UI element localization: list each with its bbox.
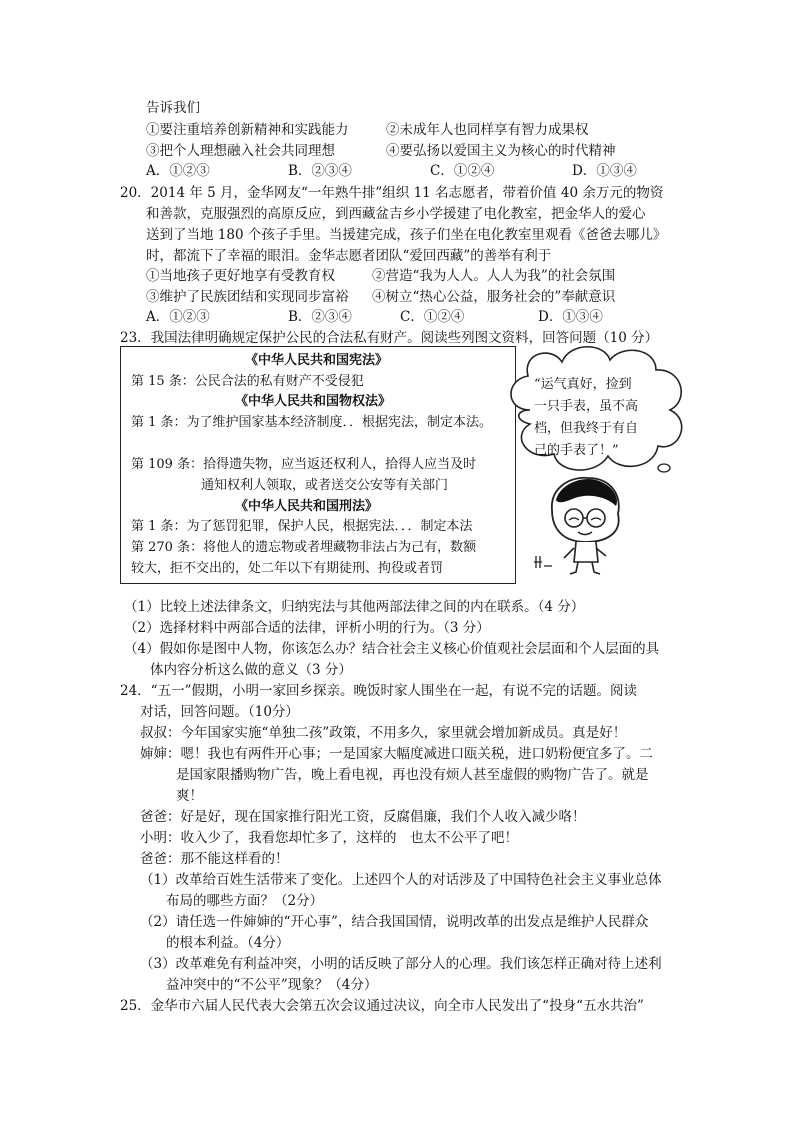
criminal-law-title: 《中华人民共和国刑法》: [235, 499, 379, 514]
property-law-title: 《中华人民共和国物权法》: [235, 394, 392, 409]
criminal-law-article-270-cont: 较大，拒不交出的，处二年以下有期徒刑、拘役或者罚: [131, 561, 444, 576]
q24-question-2: （2）请任选一件婶婶的“开心事”，结合我国国情，说明改革的出发点是维护人民群众: [140, 914, 649, 930]
q24-question-1: （1）改革给百姓生活带来了变化。上述四个人的对话涉及了中国特色社会主义事业总体: [140, 872, 662, 888]
q20-statement-4: ④树立“热心公益，服务社会的”奉献意识: [372, 289, 616, 305]
bubble-line-2: 一只手表，虽不高: [534, 399, 639, 414]
q19-statement-4: ④要弘扬以爱国主义为核心的时代精神: [386, 143, 616, 159]
criminal-law-article-1: 第 1 条：为了惩罚犯罪，保护人民，根据宪法．．．制定本法: [131, 519, 473, 534]
q24-line-2: 对话，回答问题。（10分）: [140, 704, 299, 720]
q24-line-1: 24．“五一”假期，小明一家回乡探亲。晚饭时家人围坐在一起，有说不完的话题。阅读: [120, 683, 637, 699]
q24-dialogue-dad-1: 爸爸：好是好，现在国家推行阳光工资，反腐倡廉，我们个人收入减少咯！: [140, 809, 586, 825]
q23-question-4: （4）假如你是图中人物，你该怎么办？结合社会主义核心价值观社会层面和个人层面的具: [124, 641, 660, 657]
q24-question-1-cont: 布局的哪些方面？（2分）: [166, 893, 324, 909]
property-law-article-1: 第 1 条：为了维护国家基本经济制度．．根据宪法，制定本法。: [131, 415, 493, 430]
q24-dialogue-aunt-cont-2: 爽！: [176, 788, 203, 804]
q24-dialogue-aunt-cont-1: 是国家限播购物广告，晚上看电视，再也没有烦人甚至虚假的购物广告了。就是: [176, 767, 649, 783]
q20-option-a: A．①②③: [146, 309, 210, 325]
q20-line-1: 20．2014 年 5 月，金华网友“一年熟牛排”组织 11 名志愿者，带着价值 40 余万元的物资: [120, 185, 664, 201]
q20-line-2: 和善款，克服强烈的高原反应，到西藏盆吉乡小学援建了电化教室，把金华人的爱心: [146, 206, 646, 222]
q23-heading: 23．我国法律明确规定保护公民的合法私有财产。阅读些列图文资料，回答问题（10 分）: [120, 330, 659, 346]
bubble-line-1: “运气真好，捡到: [534, 377, 632, 392]
bubble-line-4: 己的手表了！”: [534, 443, 619, 458]
q20-option-b: B．②③④: [288, 309, 352, 325]
q19-statement-3: ③把个人理想融入社会共同理想: [146, 143, 335, 159]
q20-line-3: 送到了当地 180 个孩子手里。当援建完成，孩子们坐在电化教室里观看《爸爸去哪儿》: [146, 227, 667, 243]
cartoon-boy-illustration: [530, 470, 640, 580]
q19-intro: 告诉我们: [146, 100, 200, 116]
q20-option-d: D．①③④: [538, 309, 603, 325]
q23-question-1: （1）比较上述法律条文，归纳宪法与其他两部法律之间的内在联系。（4 分）: [124, 599, 585, 615]
constitution-article-15: 第 15 条：公民合法的私有财产不受侵犯: [131, 374, 364, 389]
q19-statement-2: ②未成年人也同样享有智力成果权: [386, 122, 589, 138]
q19-statement-1: ①要注重培养创新精神和实践能力: [146, 122, 349, 138]
thought-bubble: [500, 340, 700, 480]
q24-dialogue-dad-2: 爸爸：那不能这样看的！: [140, 851, 289, 867]
constitution-title: 《中华人民共和国宪法》: [245, 353, 389, 368]
q24-dialogue-aunt: 婶婶：嗯！我也有两件开心事；一是国家大幅度减进口瓯关税，进口奶粉便宜多了。二: [140, 746, 653, 762]
q24-question-3-cont: 益冲突中的“不公平”现象？（4分）: [166, 977, 378, 993]
q23-question-2: （2）选择材料中两部合适的法律，评析小明的行为。（3 分）: [124, 620, 490, 636]
property-law-article-109-cont: 通知权利人领取，或者送交公安等有关部门: [201, 478, 449, 493]
q20-statement-3: ③维护了民族团结和实现同步富裕: [146, 289, 349, 305]
q24-question-2-cont: 的根本利益。（4分）: [166, 935, 290, 951]
q20-option-c: C．①②④: [400, 309, 465, 325]
q24-dialogue-uncle: 叔叔：今年国家实施“单独二孩”政策，不用多久，家里就会增加新成员。真是好！: [140, 725, 627, 741]
q25-line-1: 25．金华市六届人民代表大会第五次会议通过决议，向全市人民发出了“投身“五水共治”: [120, 998, 644, 1014]
q24-question-3: （3）改革难免有利益冲突，小明的话反映了部分人的心理。我们该怎样正确对待上述利: [140, 956, 662, 972]
law-excerpt-box: [120, 346, 516, 584]
criminal-law-article-270: 第 270 条：将他人的遗忘物或者埋藏物非法占为己有，数额: [131, 540, 477, 555]
bubble-line-3: 档，但我终于有自: [534, 421, 639, 436]
q23-question-4-cont: 体内容分析这么做的意义（3 分）: [150, 662, 352, 678]
q19-option-a: A．①②③: [146, 163, 210, 179]
q20-line-4: 时，都流下了幸福的眼泪。金华志愿者团队“爱回西藏”的善举有利于: [146, 248, 552, 264]
q19-option-c: C．①②④: [430, 163, 495, 179]
q19-option-d: D．①③④: [572, 163, 637, 179]
q20-statement-1: ①当地孩子更好地享有受教育权: [146, 268, 335, 284]
q20-statement-2: ②营造“我为人人。人人为我”的社会氛围: [372, 268, 616, 284]
q19-option-b: B．②③④: [288, 163, 352, 179]
q24-dialogue-xiaoming: 小明：收入少了，我看您却忙多了，这样的 也太不公平了吧！: [140, 830, 518, 846]
property-law-article-109: 第 109 条：拾得遗失物，应当返还权利人，拾得人应当及时: [131, 457, 477, 472]
